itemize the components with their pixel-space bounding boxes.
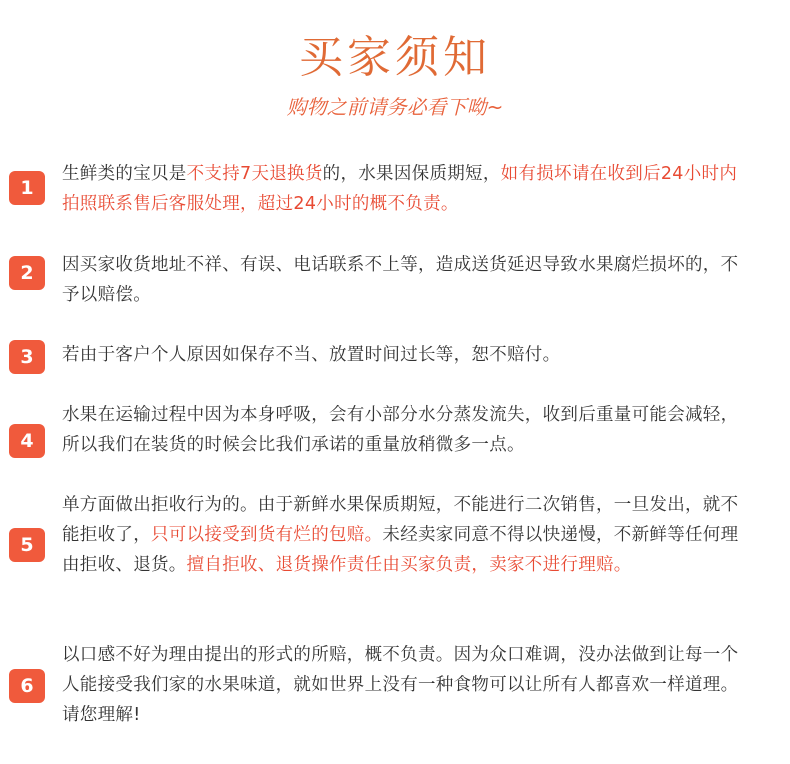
text-segment: 未经卖家同意不得以快递慢，不新鲜等任何理由拒收、退货。 — [62, 525, 739, 575]
notice-text — [62, 400, 752, 460]
notice-text — [62, 250, 752, 310]
notice-text — [62, 340, 752, 370]
text-segment: 单方面做出拒收行为的。由于新鲜水果保质期短，不能进行二次销售，一旦发出，就不能拒收了， — [62, 495, 739, 545]
number-badge: 2 — [9, 256, 45, 290]
text-segment: 以口感不好为理由提出的形式的所赔，概不负责。因为众口难调，没办法做到让每一个人能接受我们家的水果味道，就如世界上没有一种食物可以让所有人都喜欢一样道理。请您理解! — [62, 645, 739, 725]
number-badge: 6 — [9, 669, 45, 703]
notice-text — [62, 640, 752, 730]
highlight-segment: 只可以接受到货有烂的包赔。 — [151, 525, 383, 545]
number-badge: 4 — [9, 424, 45, 458]
number-badge: 5 — [9, 528, 45, 562]
highlight-segment: 擅自拒收、退货操作责任由买家负责，卖家不进行理赔。 — [186, 555, 632, 575]
notice-text — [62, 159, 752, 219]
text-segment: 若由于客户个人原因如保存不当、放置时间过长等，恕不赔付。 — [62, 345, 561, 365]
number-badge: 3 — [9, 340, 45, 374]
highlight-segment: 不支持7天退换货 — [186, 164, 323, 184]
notice-text — [62, 490, 752, 580]
text-segment: 水果在运输过程中因为本身呼吸，会有小部分水分蒸发流失，收到后重量可能会减轻，所以我们在装货的时候会比我们承诺的重量放稍微多一点。 — [62, 405, 739, 455]
text-segment: 因买家收货地址不祥、有误、电话联系不上等，造成送货延迟导致水果腐烂损坏的，不予以赔偿。 — [62, 255, 739, 305]
number-badge: 1 — [9, 171, 45, 205]
text-segment: 生鲜类的宝贝是 — [62, 164, 187, 184]
text-segment: 的，水果因保质期短， — [322, 164, 501, 184]
highlight-segment: 如有损坏请在收到后24小时内拍照联系售后客服处理，超过24小时的概不负责。 — [62, 164, 738, 214]
page-subtitle: 购物之前请务必看下呦~ — [286, 95, 504, 119]
page-title: 买家须知 — [299, 32, 491, 83]
